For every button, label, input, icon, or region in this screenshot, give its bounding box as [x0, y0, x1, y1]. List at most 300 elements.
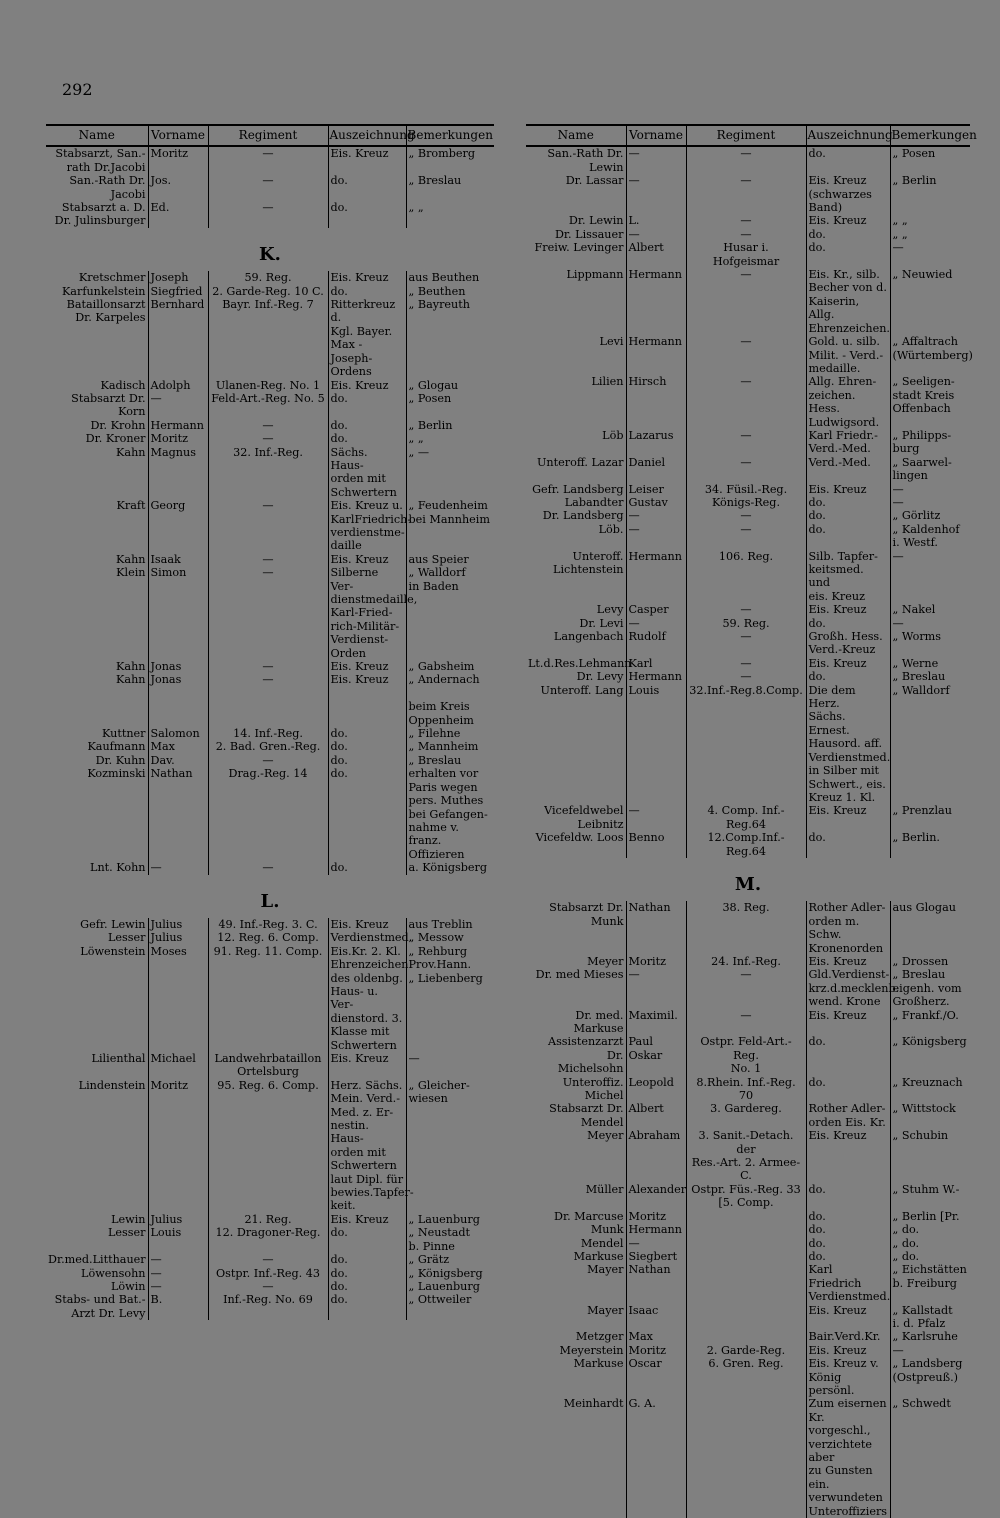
bemerkungen-cell: „ do. [890, 1223, 970, 1236]
vorname-cell: Leopold [626, 1076, 686, 1103]
auszeichnung-cell: Eis. Kreuz (schwarzes Band) [806, 174, 890, 214]
bemerkungen-cell: „ do. [890, 1250, 970, 1263]
regiment-cell: 24. Inf.-Reg. [686, 955, 806, 968]
table-row [526, 1263, 970, 1303]
regiment-cell: 32.Inf.-Reg.8.Comp. [686, 684, 806, 805]
regiment-cell: — [686, 630, 806, 657]
name-cell: Kahn [116, 660, 146, 674]
auszeichnung-cell: do. [806, 1183, 890, 1210]
auszeichnung-cell: do. [806, 617, 890, 630]
bemerkungen-cell: aus Treblin [406, 918, 494, 931]
regiment-cell [686, 1263, 806, 1303]
right-header-row [526, 125, 970, 146]
table-row [526, 550, 970, 604]
bemerkungen-cell: „ Bayreuth [406, 298, 494, 378]
name-cell: Kozminski [87, 767, 146, 781]
table-row [526, 1304, 970, 1331]
page-number: 292 [62, 80, 93, 99]
vorname-cell: Dav. [148, 754, 208, 767]
bemerkungen-cell: „ Andernach beim Kreis Oppenheim [406, 673, 494, 727]
auszeichnung-cell: Eis. Kreuz [806, 483, 890, 496]
regiment-cell: — [686, 146, 806, 174]
name-cell: Kraft [116, 499, 146, 513]
name-cell: Langenbach [553, 630, 624, 644]
regiment-cell: — [208, 1253, 328, 1266]
section-letter: L. [260, 890, 280, 912]
regiment-cell: — [208, 174, 328, 201]
name-cell: Lnt. Kohn [90, 861, 146, 875]
bemerkungen-cell: „ „ [406, 201, 494, 228]
bemerkungen-cell: „ Neustadt b. Pinne [406, 1226, 494, 1253]
vorname-cell: Hermann [626, 268, 686, 335]
auszeichnung-cell: Eis. Kreuz [328, 673, 406, 727]
regiment-cell: — [686, 509, 806, 522]
vorname-cell: Lazarus [626, 429, 686, 456]
auszeichnung-cell: Eis. Kreuz [806, 1009, 890, 1036]
section-letter: M. [734, 873, 762, 895]
table-row [526, 1009, 970, 1036]
auszeichnung-cell: do. [328, 1280, 406, 1293]
bemerkungen-cell: — [890, 241, 970, 268]
name-cell: Lilienthal [91, 1052, 146, 1065]
right-table-body [526, 146, 973, 1518]
regiment-cell: 3. Sanit.-Detach. der Res.-Art. 2. Armee-C. [686, 1129, 806, 1183]
table-row [526, 955, 970, 968]
table-row [46, 271, 494, 284]
table-row [46, 1213, 494, 1226]
section-letter: K. [259, 243, 281, 265]
bemerkungen-cell: „ Berlin [890, 174, 970, 214]
regiment-cell: — [686, 603, 806, 616]
regiment-cell: Bayr. Inf.-Reg. 7 [208, 298, 328, 378]
table-row [526, 1357, 970, 1397]
vorname-cell: Hirsch [626, 375, 686, 429]
auszeichnung-cell: Silb. Tapfer- keitsmed. und eis. Kreuz [806, 550, 890, 604]
vorname-cell: Paul Oskar [626, 1035, 686, 1075]
bemerkungen-cell: aus Speier [406, 553, 494, 566]
name-cell: Dr. Levy [576, 670, 624, 684]
auszeichnung-cell: Karl Friedr.- Verd.-Med. [806, 429, 890, 456]
regiment-cell: Feld-Art.-Reg. No. 5 [208, 392, 328, 419]
bemerkungen-cell: „ Lauenburg [406, 1280, 494, 1293]
name-cell: Kahn [116, 445, 146, 459]
vorname-cell: L. [626, 214, 686, 227]
vorname-cell: Julius [148, 931, 208, 944]
regiment-cell: Königs-Reg. [686, 496, 806, 509]
name-cell: Mendel [580, 1236, 624, 1250]
name-cell: Stabsarzt a. D. Dr. Julinsburger [54, 201, 146, 228]
name-cell: Vicefeldw. Loos [535, 831, 624, 845]
vorname-cell: — [626, 617, 686, 630]
auszeichnung-cell: Eis. Kreuz [328, 1213, 406, 1226]
table-row [46, 298, 494, 378]
regiment-cell: — [208, 660, 328, 673]
regiment-cell: — [208, 499, 328, 553]
auszeichnung-cell: do. [328, 767, 406, 861]
bemerkungen-cell: „ Beuthen [406, 285, 494, 298]
auszeichnung-cell: Die dem Herz. Sächs. Ernest. Hausord. aff. Verdienstmed. in Silber mit Schwert., eis. Kreuz 1. Kl. [806, 684, 890, 805]
name-cell: Lilien [591, 375, 624, 389]
name-cell: Levi [599, 335, 624, 349]
table-row [526, 901, 970, 955]
regiment-cell: — [208, 1280, 328, 1293]
auszeichnung-cell: Verdienstmed. [328, 931, 406, 944]
vorname-cell: Nathan [626, 901, 686, 955]
section-letter-row [526, 858, 970, 901]
vorname-cell: — [626, 523, 686, 550]
vorname-cell: — [626, 968, 686, 1008]
regiment-cell: 8.Rhein. Inf.-Reg. 70 [686, 1076, 806, 1103]
regiment-cell: 59. Reg. [208, 271, 328, 284]
regiment-cell: — [208, 553, 328, 566]
vorname-cell: Casper [626, 603, 686, 616]
header-bemerkungen: Bemerkungen [890, 125, 970, 146]
bemerkungen-cell: „ Nakel [890, 603, 970, 616]
name-cell: Unteroff. Lazar [536, 455, 624, 469]
vorname-cell: — [626, 509, 686, 522]
vorname-cell: Jos. [148, 174, 208, 201]
bemerkungen-cell: „ Kreuznach [890, 1076, 970, 1103]
regiment-cell: — [686, 228, 806, 241]
regiment-cell: Ostpr. Inf.-Reg. 43 [208, 1267, 328, 1280]
regiment-cell [686, 1304, 806, 1331]
table-row [46, 174, 494, 201]
table-row [526, 831, 970, 858]
bemerkungen-cell: „ Königsberg [890, 1035, 970, 1075]
auszeichnung-cell: Eis. Kreuz [328, 146, 406, 174]
bemerkungen-cell: — [890, 550, 970, 604]
auszeichnung-cell: do. [806, 241, 890, 268]
vorname-cell: Jonas [148, 673, 208, 727]
regiment-cell: — [208, 432, 328, 445]
header-vorname: Vorname [626, 125, 686, 146]
auszeichnung-cell: do. [328, 432, 406, 445]
vorname-cell: Ed. [148, 201, 208, 228]
regiment-cell: 32. Inf.-Reg. [208, 446, 328, 500]
regiment-cell: — [686, 456, 806, 483]
table-row [526, 1076, 970, 1103]
regiment-cell [686, 1223, 806, 1236]
left-table-body [46, 146, 494, 1320]
name-cell: Levy [596, 603, 624, 617]
bemerkungen-cell: „ Lauenburg [406, 1213, 494, 1226]
auszeichnung-cell: Eis. Kr., silb. Becher von d. Kaiserin, Allg. Ehrenzeichen. [806, 268, 890, 335]
auszeichnung-cell: do. [806, 509, 890, 522]
auszeichnung-cell: do. [328, 1226, 406, 1253]
name-cell: Markuse [573, 1357, 624, 1371]
table-row [526, 968, 970, 1008]
bemerkungen-cell: „ Eichstätten b. Freiburg [890, 1263, 970, 1303]
name-cell: Markuse [573, 1249, 624, 1263]
table-row [526, 1397, 970, 1518]
vorname-cell: Hermann [148, 419, 208, 432]
vorname-cell: Hermann [626, 1223, 686, 1236]
regiment-cell: — [686, 657, 806, 670]
bemerkungen-cell: „ Schwedt [890, 1397, 970, 1518]
table-row [46, 740, 494, 753]
bemerkungen-cell: „ Saarwel- lingen [890, 456, 970, 483]
bemerkungen-cell: „ do. [890, 1237, 970, 1250]
table-row [526, 241, 970, 268]
auszeichnung-cell: Karl Friedrich Verdienstmed. [806, 1263, 890, 1303]
bemerkungen-cell: „ „ [890, 214, 970, 227]
auszeichnung-cell: Gld.Verdienst- krz.d.mecklenb. wend. Krone [806, 968, 890, 1008]
name-cell: Meyer [587, 954, 624, 968]
vorname-cell: — [148, 1267, 208, 1280]
name-cell: Meinhardt [563, 1397, 624, 1411]
name-cell: Freiw. Levinger [534, 241, 624, 255]
header-auszeichnung: Auszeichnung [328, 125, 406, 146]
name-cell: Lesser [107, 1226, 146, 1240]
name-cell: Lewin [111, 1212, 146, 1226]
bemerkungen-cell: a. Königsberg [406, 861, 494, 874]
bemerkungen-cell: „ Kaldenhof i. Westf. [890, 523, 970, 550]
table-row [526, 1237, 970, 1250]
bemerkungen-cell: „ — [406, 446, 494, 500]
header-name: Name [46, 125, 148, 146]
vorname-cell: — [626, 228, 686, 241]
auszeichnung-cell: do. [806, 1035, 890, 1075]
bemerkungen-cell: — [890, 496, 970, 509]
vorname-cell: Julius [148, 1213, 208, 1226]
regiment-cell: 106. Reg. [686, 550, 806, 604]
regiment-cell [686, 1397, 806, 1518]
auszeichnung-cell: Eis. Kreuz [806, 804, 890, 831]
bemerkungen-cell: „ Bromberg [406, 146, 494, 174]
vorname-cell: Moses [148, 945, 208, 1052]
vorname-cell: Moritz [626, 1210, 686, 1223]
regiment-cell: 59. Reg. [686, 617, 806, 630]
regiment-cell: 2. Garde-Reg. 10 C. [208, 285, 328, 298]
auszeichnung-cell: Eis. Kreuz [328, 918, 406, 931]
name-cell: Mayer [587, 1303, 624, 1317]
table-row [526, 804, 970, 831]
auszeichnung-cell: Bair.Verd.Kr. [806, 1330, 890, 1343]
header-bemerkungen: Bemerkungen [406, 125, 494, 146]
name-cell: Kretschmer [78, 271, 146, 285]
name-cell: Meyer [587, 1129, 624, 1143]
regiment-cell: — [686, 1009, 806, 1036]
bemerkungen-cell: — [890, 617, 970, 630]
regiment-cell: — [208, 861, 328, 874]
table-row [46, 754, 494, 767]
auszeichnung-cell: Eis. Kreuz [328, 1052, 406, 1079]
table-row [526, 1210, 970, 1223]
table-row [526, 268, 970, 335]
regiment-cell: — [686, 670, 806, 683]
name-cell: Unteroff. Lang [540, 683, 624, 697]
bemerkungen-cell: „ Landsberg (Ostpreuß.) [890, 1357, 970, 1397]
auszeichnung-cell: do. [328, 1267, 406, 1280]
regiment-cell: 3. Gardereg. [686, 1102, 806, 1129]
name-cell: Gefr. Lewin [80, 917, 146, 931]
vorname-cell: Georg [148, 499, 208, 553]
name-cell: Löwin [110, 1279, 146, 1293]
vorname-cell: Max [148, 740, 208, 753]
bemerkungen-cell: „ Posen [890, 146, 970, 174]
name-cell: Stabsarzt Dr. Munk [549, 901, 624, 928]
name-cell: Unteroff. Lichtenstein [553, 549, 624, 576]
right-column [526, 124, 977, 1518]
bemerkungen-cell: „ Grätz [406, 1253, 494, 1266]
auszeichnung-cell: do. [806, 831, 890, 858]
table-row [46, 446, 494, 500]
table-row [526, 523, 970, 550]
vorname-cell: Karl [626, 657, 686, 670]
header-regiment: Regiment [208, 125, 328, 146]
bemerkungen-cell: „ Breslau [406, 174, 494, 201]
name-cell: Unteroffiz. Michel [562, 1075, 624, 1103]
table-row [526, 1330, 970, 1343]
table-row [46, 1293, 494, 1320]
auszeichnung-cell: Eis. Kreuz v. König persönl. [806, 1357, 890, 1397]
auszeichnung-cell: Eis. Kreuz [328, 553, 406, 566]
table-row [526, 228, 970, 241]
auszeichnung-cell: do. [328, 201, 406, 228]
bemerkungen-cell: „ Prenzlau [890, 804, 970, 831]
regiment-cell: Ostpr. Füs.-Reg. 33 [5. Comp. [686, 1183, 806, 1210]
auszeichnung-cell: Eis. Kreuz u. KarlFriedrich- verdienstme- daille [328, 499, 406, 553]
bemerkungen-cell: „ Breslau [890, 670, 970, 683]
table-row [526, 335, 970, 375]
name-cell: Dr. Lissauer [554, 227, 624, 241]
vorname-cell: Hermann [626, 335, 686, 375]
auszeichnung-cell: do. [806, 1076, 890, 1103]
vorname-cell: Benno [626, 831, 686, 858]
header-vorname: Vorname [148, 125, 208, 146]
bemerkungen-cell: „ Ottweiler [406, 1293, 494, 1320]
table-row [526, 1129, 970, 1183]
table-row [46, 553, 494, 566]
left-header-row [46, 125, 494, 146]
table-row [46, 918, 494, 931]
table-row [46, 1253, 494, 1266]
auszeichnung-cell: do. [806, 496, 890, 509]
auszeichnung-cell: Eis. Kreuz [806, 1344, 890, 1357]
vorname-cell: Siegfried [148, 285, 208, 298]
bemerkungen-cell: „ Schubin [890, 1129, 970, 1183]
auszeichnung-cell: Ritterkreuz d. Kgl. Bayer. Max - Joseph- Ordens [328, 298, 406, 378]
regiment-cell: — [686, 429, 806, 456]
auszeichnung-cell: Eis. Kreuz [806, 1129, 890, 1183]
table-row [526, 684, 970, 805]
auszeichnung-cell: Eis. Kreuz [328, 660, 406, 673]
name-cell: Dr. Lassar [565, 174, 624, 188]
auszeichnung-cell: do. [806, 523, 890, 550]
regiment-cell: — [208, 201, 328, 228]
bemerkungen-cell: „ Walldorf in Baden [406, 566, 494, 660]
table-row [46, 432, 494, 445]
bemerkungen-cell: „ Werne [890, 657, 970, 670]
name-cell: Stabsarzt, San.- rath Dr.Jacobi [55, 147, 146, 174]
regiment-cell: Ulanen-Reg. No. 1 [208, 379, 328, 392]
auszeichnung-cell: Eis. Kreuz [806, 657, 890, 670]
vorname-cell: Daniel [626, 456, 686, 483]
name-cell: Dr. Krohn [90, 418, 146, 432]
name-cell: Kadisch [100, 378, 146, 392]
bemerkungen-cell: „ Glogau [406, 379, 494, 392]
regiment-cell: Inf.-Reg. No. 69 [208, 1293, 328, 1320]
vorname-cell: Albert [626, 241, 686, 268]
name-cell: Dr. Marcuse [553, 1209, 624, 1223]
table-row [526, 496, 970, 509]
auszeichnung-cell: Silberne Ver- dienstmedaille, Karl-Fried- rich-Militär- Verdienst- Orden [328, 566, 406, 660]
vorname-cell: Albert [626, 1102, 686, 1129]
vorname-cell: Salomon [148, 727, 208, 740]
bemerkungen-cell: „ Filehne [406, 727, 494, 740]
bemerkungen-cell: „ Walldorf [890, 684, 970, 805]
name-cell: Labandter [564, 495, 624, 509]
name-cell: Dr. Lewin [568, 214, 624, 228]
auszeichnung-cell: Eis.Kr. 2. Kl. Ehrenzeichen des oldenbg. Haus- u. Ver- dienstord. 3. Klasse mit Schwertern [328, 945, 406, 1052]
name-cell: San.-Rath Dr. Lewin [547, 147, 624, 174]
vorname-cell: Moritz [148, 146, 208, 174]
regiment-cell: 14. Inf.-Reg. [208, 727, 328, 740]
auszeichnung-cell: Verd.-Med. [806, 456, 890, 483]
table-row [526, 617, 970, 630]
regiment-cell: 4. Comp. Inf.-Reg.64 [686, 804, 806, 831]
auszeichnung-cell: Zum eisernen Kr. vorgeschl., verzichtete aber zu Gunsten ein. verwundeten Unteroffiziers [806, 1397, 890, 1518]
regiment-cell: — [686, 335, 806, 375]
vorname-cell: Gustav [626, 496, 686, 509]
bemerkungen-cell: „ „ [890, 228, 970, 241]
auszeichnung-cell: Sächs. Haus- orden mit Schwertern [328, 446, 406, 500]
auszeichnung-cell: do. [328, 861, 406, 874]
bemerkungen-cell: „ Gabsheim [406, 660, 494, 673]
name-cell: San.-Rath Dr. Jacobi [69, 174, 146, 201]
name-cell: Dr. Landsberg [542, 509, 624, 523]
vorname-cell: Julius [148, 918, 208, 931]
bemerkungen-cell: „ „ [406, 432, 494, 445]
bemerkungen-cell: aus Glogau [890, 901, 970, 955]
vorname-cell: Hermann [626, 550, 686, 604]
header-name: Name [526, 125, 626, 146]
vorname-cell: — [148, 1253, 208, 1266]
vorname-cell: Simon [148, 566, 208, 660]
regiment-cell: 12.Comp.Inf.-Reg.64 [686, 831, 806, 858]
section-letter-row [46, 875, 494, 918]
bemerkungen-cell: „ Karlsruhe [890, 1330, 970, 1343]
table-row [526, 670, 970, 683]
table-row [526, 1223, 970, 1236]
header-auszeichnung: Auszeichnung [806, 125, 890, 146]
table-row [46, 1226, 494, 1253]
auszeichnung-cell: Allg. Ehren- zeichen. Hess. Ludwigsord. [806, 375, 890, 429]
name-cell: Gefr. Landsberg [532, 482, 624, 496]
regiment-cell: — [686, 214, 806, 227]
vorname-cell: — [626, 146, 686, 174]
table-row [46, 861, 494, 874]
regiment-cell: — [686, 968, 806, 1008]
auszeichnung-cell: do. [328, 740, 406, 753]
auszeichnung-cell: do. [806, 1250, 890, 1263]
bemerkungen-cell: „ Breslau eigenh. vom Großherz. [890, 968, 970, 1008]
auszeichnung-cell: do. [328, 1293, 406, 1320]
name-cell: Lt.d.Res.Lehmann [528, 656, 632, 670]
name-cell: Metzger [575, 1330, 624, 1344]
vorname-cell: Nathan [626, 1263, 686, 1303]
name-cell: Assistenzarzt Dr. Michelsohn [547, 1035, 624, 1076]
table-row [46, 379, 494, 392]
vorname-cell: Siegbert [626, 1250, 686, 1263]
table-row [46, 392, 494, 419]
name-cell: Löb [602, 428, 624, 442]
bemerkungen-cell: „ Wittstock [890, 1102, 970, 1129]
section-letter-row [46, 228, 494, 271]
auszeichnung-cell: Rother Adler- orden Eis. Kr. [806, 1102, 890, 1129]
regiment-cell: — [686, 174, 806, 214]
name-cell: Lippmann [566, 268, 624, 282]
